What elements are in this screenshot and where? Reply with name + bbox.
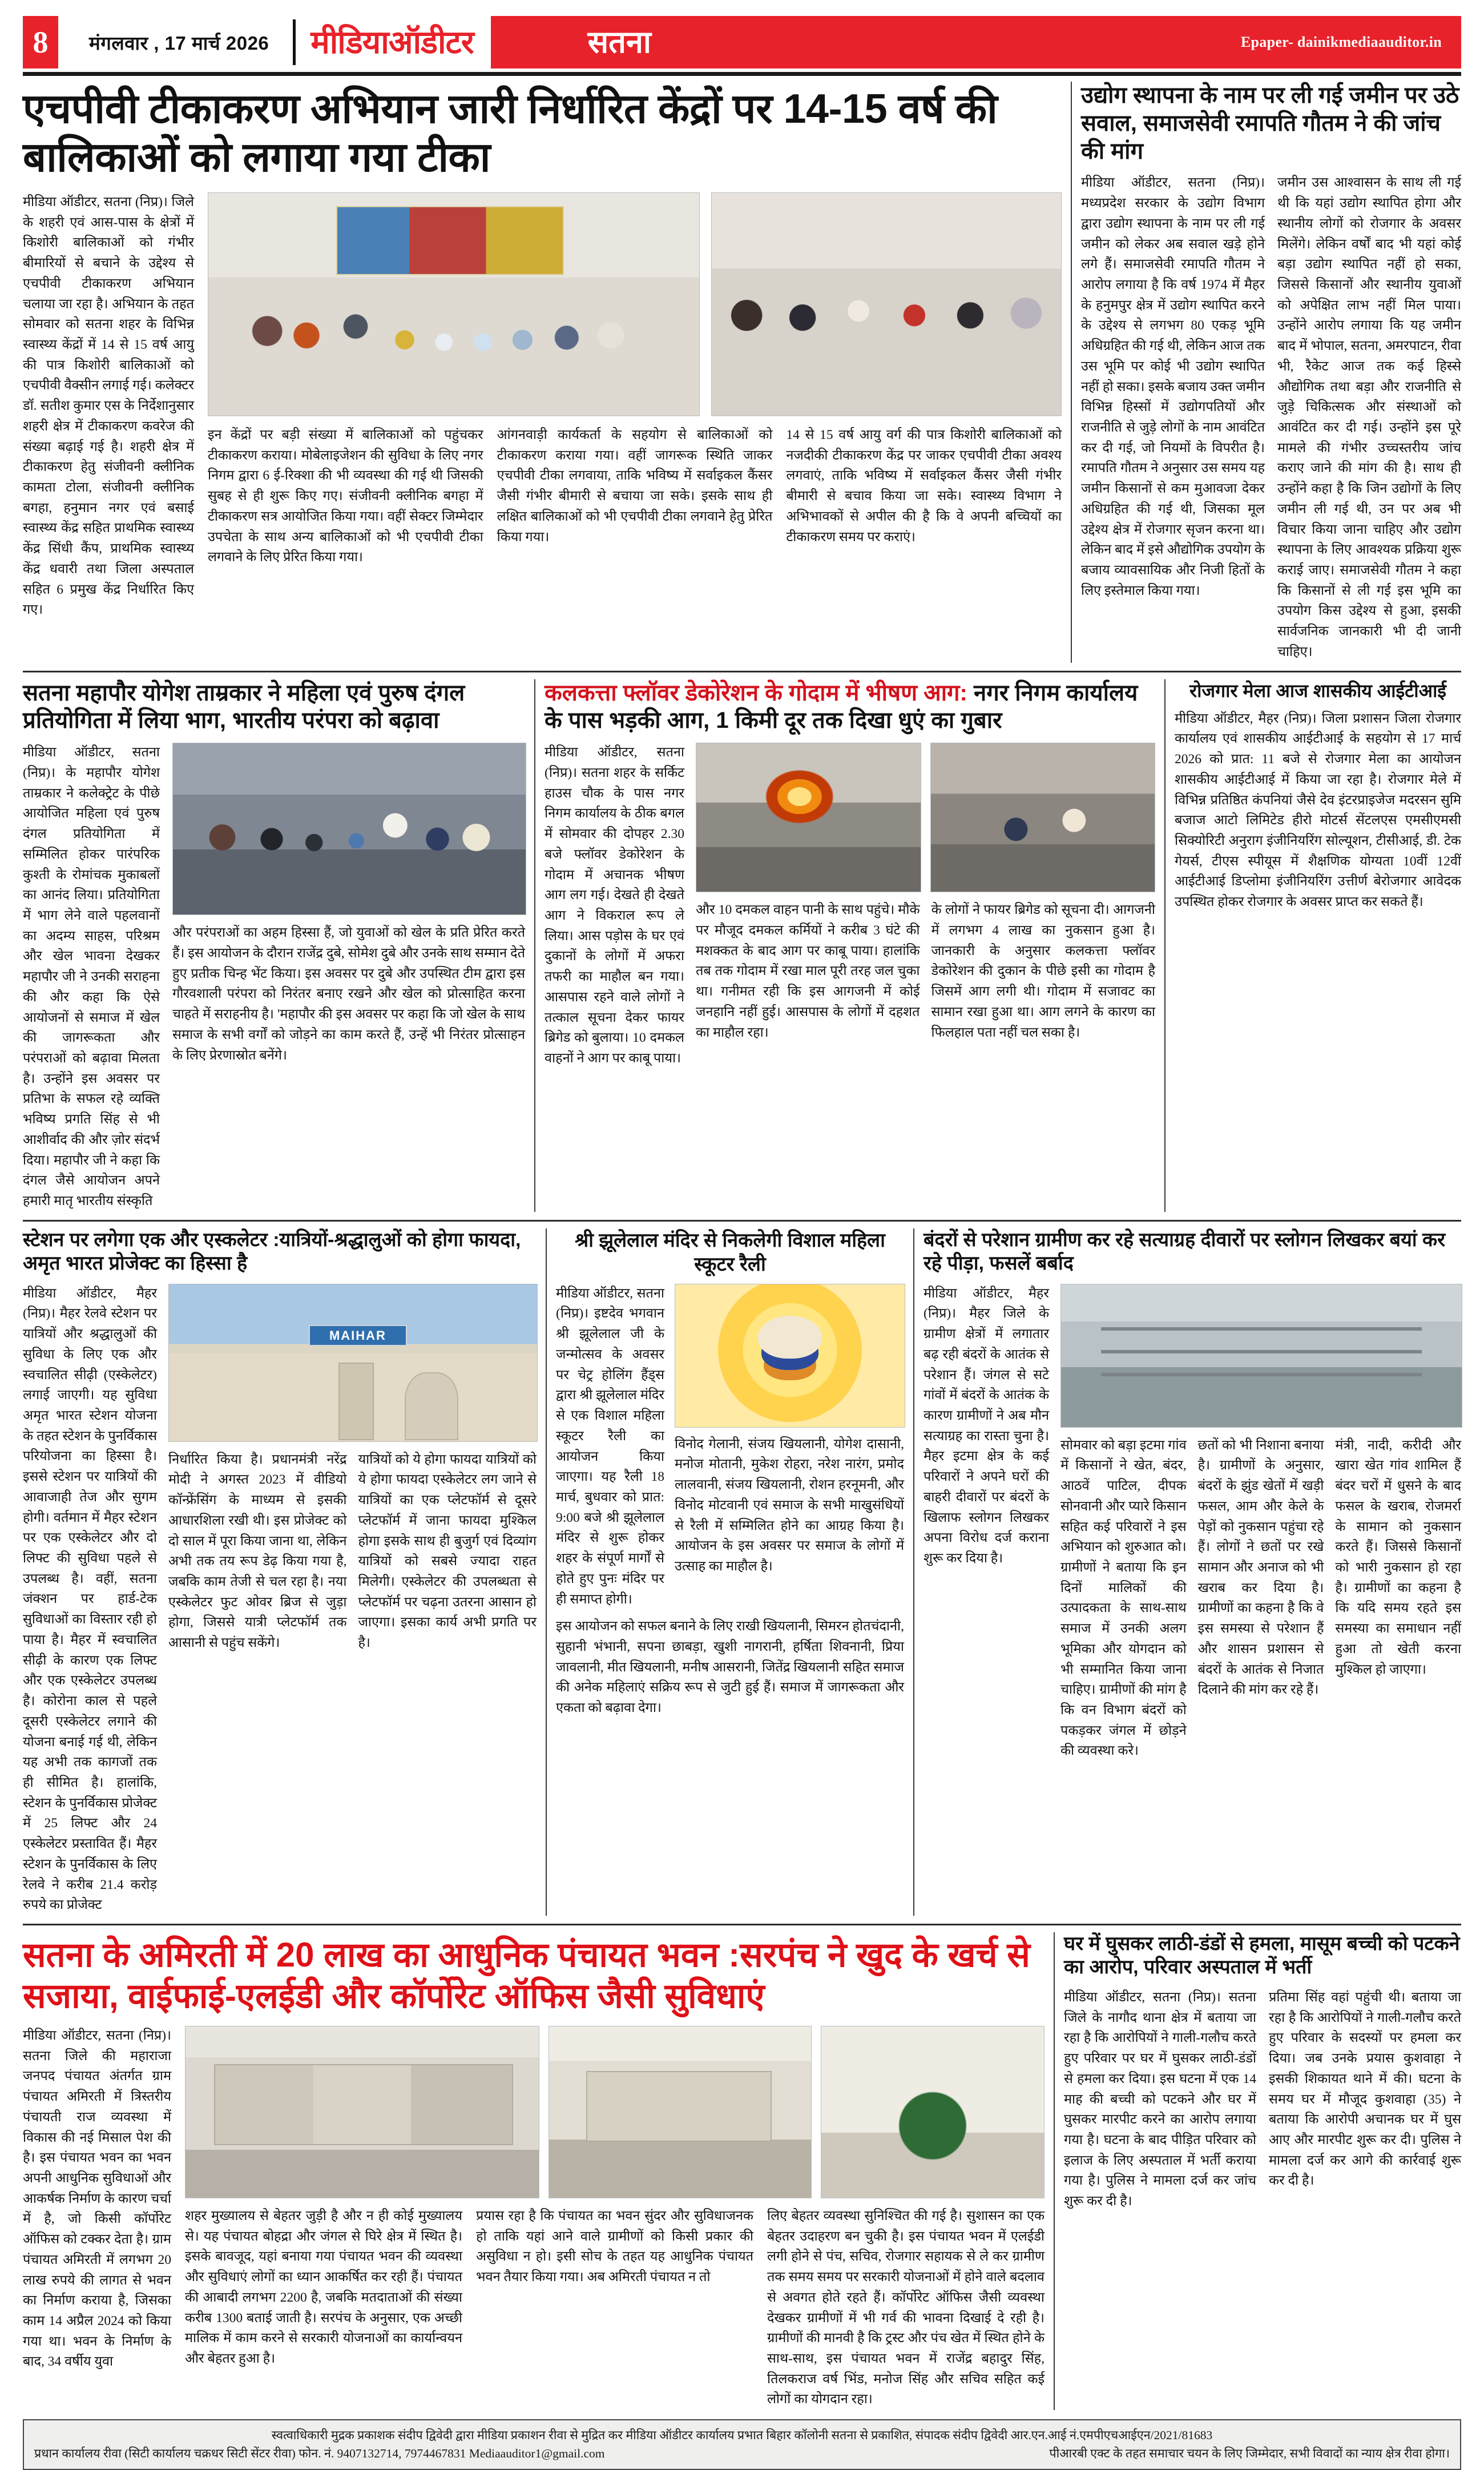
jhulelal-col-1	[556, 1284, 664, 1610]
industry-col-2	[1277, 173, 1461, 662]
lead-paragraph-4: 14 से 15 वर्ष आयु वर्ग की पात्र किशोरी बालिकाओं को नजदीकी टीकाकरण केंद्र पर जाकर एचपीवी टीका अवश्य लगवाएं, ताकि भविष्य में सर्वाइकल कैंसर जैसी गंभीर बीमारी से बचाव किया जा सके। स्वास्थ्य विभाग ने अभिभावकों से अपील की है कि वे अपनी बच्चियों का टीकाकरण समय पर कराएं।	[786, 427, 1062, 545]
publication-date: मंगलवार , 17 मार्च 2026	[89, 32, 269, 54]
panchayat-col-4	[767, 2206, 1045, 2410]
fire-col-3	[931, 900, 1156, 1043]
job-fair-headline: रोजगार मेला आज शासकीय आईटीआई	[1189, 680, 1446, 701]
photo-panchayat-exterior	[821, 2026, 1045, 2198]
lead-paragraph-3: आंगनवाड़ी कार्यकर्ता के सहयोग से बालिकाओं को टीकाकरण कराया गया। वहीं जागरूक स्थिति जाकर एचपीवी टीका लगवाया, ताकि भविष्य में सर्वाइकल कैंसर जैसी गंभीर बीमारी से बचाया जा सके। इसके साथ ही लक्षित बालिकाओं को भी एचपीवी टीका लगवाने हेतु प्रेरित किया गया।	[497, 427, 773, 545]
lead-col-3	[497, 425, 773, 568]
column-divider-2	[534, 679, 535, 1212]
brand-title: मीडियाऑडीटर	[310, 24, 474, 60]
column-divider-5	[913, 1228, 914, 1916]
monkey-headline: बंदरों से परेशान ग्रामीण कर रहे सत्याग्रह दीवारों पर स्लोगन लिखकर बयां कर रहे पीड़ा, फसलें बर्बाद	[924, 1228, 1446, 1275]
band-lead	[23, 82, 1461, 663]
city-banner	[491, 16, 1461, 69]
city-name: सतना	[587, 25, 651, 59]
fire-story	[545, 679, 1155, 1212]
monkey-paragraph-1: मीडिया ऑडीटर, मैहर (निप्र)। मैहर जिले के ग्रामीण क्षेत्रों में लगातार बढ़ रही बंदरों के आतंक से परेशान हैं। जंगल से सटे गांवों में बंदरों के आतंक के कारण ग्रामीणों ने अब मौन सत्याग्रह का रास्ता चुना है। मैहर इटमा क्षेत्र के कई परिवारों ने अपने घरों की बाहरी दीवारों पर बंदरों के खिलाफ स्लोगन लिखकर अपना विरोध दर्ज कराना शुरू कर दिया है।	[924, 1286, 1049, 1566]
mayor-col-2	[172, 923, 525, 1066]
page-footer	[23, 2419, 1461, 2470]
photo-fire-blaze	[696, 743, 921, 892]
photo-panchayat-office	[549, 2026, 812, 2198]
assault-paragraph-1: मीडिया ऑडीटर, सतना (निप्र)। सतना जिले के नागौद थाना क्षेत्र में बताया जा रहा है कि आरोपियों ने गाली-गलौच करते हुए परिवार पर घर में घुसकर लाठी-डंडों से हमला कर दिया। इस घटना में एक 14 माह की बच्ची को पटकने और घर में घुसकर मारपीट करने का आरोप लगाया गया है। घटना के बाद पीड़ित परिवार को इलाज के लिए अस्पताल में भर्ती कराया गया है। पुलिस ने मामला दर्ज कर जांच शुरू कर दी है।	[1064, 1989, 1256, 2209]
photo-jhulelal-deity	[675, 1284, 905, 1428]
jhulelal-col-2	[675, 1435, 904, 1577]
monkey-col-1	[924, 1284, 1049, 1762]
lead-paragraph-1: मीडिया ऑडीटर, सतना (निप्र)। जिले के शहरी एवं आस-पास के क्षेत्रों में किशोरी बालिकाओं को गंभीर बीमारियों से बचाने के उद्देश्य से एचपीवी टीकाकरण अभियान चलाया जा रहा है। अभियान के तहत सोमवार को सतना शहर के विभिन्न स्वास्थ्य केंद्रों में 14 से 15 वर्ष आयु की पात्र किशोरी बालिकाओं को एचपीवी वैक्सीन लगाई गई। कलेक्टर डॉ. सतीश कुमार एस के निर्देशानुसार शहरी क्षेत्र में टीकाकरण कवरेज की संख्या बढ़ाई गई है। शहरी क्षेत्र में टीकाकरण हेतु संजीवनी क्लीनिक कामता टोला, संजीवनी क्लीनिक बगहा, हनुमान नगर एवं बसाई स्वास्थ्य केंद्र सहित प्राथमिक स्वास्थ्य केंद्र सिंधी कैंप, प्राथमिक स्वास्थ्य केंद्र धवारी तथा जिला अस्पताल सहित 6 प्रमुख केंद्र निर्धारित किए गए।	[23, 194, 194, 618]
masthead-rule	[23, 72, 1461, 76]
footer-line-2-left: प्रधान कार्यालय रीवा (सिटी कार्यालय चक्रधर सिटी सेंटर रीवा) फोन. नं. 9407132714, 7974467831 Mediaauditor1@gmail.com	[34, 2447, 605, 2461]
lead-col-4	[786, 425, 1062, 568]
footer-line-2-right: पीआरबी एक्ट के तहत समाचार चयन के लिए जिम्मेदार, सभी विवादों का न्याय क्षेत्र रीवा होगा।	[1049, 2447, 1450, 2461]
jhulelal-col-3	[556, 1617, 904, 1719]
footer-line-1: स्वत्वाधिकारी मुद्रक प्रकाशक संदीप द्विवेदी द्वारा मीडिया प्रकाशन रीवा से मुद्रित कर मीडिया ऑडीटर कार्यालय प्रभात बिहार कॉलोनी सतना से प्रकाशित, संपादक संदीप द्विवेदी आर.एन.आई नं.एमपीएचआईएन/2021/81683	[271, 2428, 1213, 2443]
band-four	[23, 1932, 1461, 2410]
monkey-col-3	[1198, 1436, 1324, 1762]
lead-paragraph-2: इन केंद्रों पर बड़ी संख्या में बालिकाओं को पहुंचकर टीकाकरण कराया। मोबेलाइजेशन की सुविधा के लिए नगर निगम द्वारा 6 ई-रिक्शा की भी व्यवस्था की गई थी जिसकी सुबह से ही शुरू किए गए। संजीवनी क्लीनिक बगहा में टीकाकरण सत्र आयोजित किया गया। वहीं सेक्टर जिम्मेदार उपचेता के साथ अन्य बालिकाओं को भी एचपीवी टीका लगवाने के लिए प्रेरित किया गया।	[208, 427, 483, 565]
escalator-story	[23, 1228, 537, 1916]
assault-col-1	[1064, 1988, 1256, 2212]
job-fair-paragraph-1: मीडिया ऑडीटर, मैहर (निप्र)। जिला प्रशासन जिला रोजगार कार्यालय एवं शासकीय आईटीआई के सहयोग से 17 मार्च 2026 को प्रात: 11 बजे से रोजगार मेला का आयोजन शासकीय आईटीआई में किया जा रहा है। रोजगार मेले में विभिन्न प्रतिष्ठित कंपनियां जैसे देव इंटरप्राइजेज मदरसन सुमि बजाज आटो लिमिटेड हीरो मोटर्स सेंटलएस एमसीएमसी सिक्योरिटी अनुराग इंजीनियरिंग सोल्यूशन, टीसीआई, डी. टेक गेयर्स, टीएस स्पीयूस में शैक्षणिक योग्यता 10वीं 12वीं आईटीआई डिप्लोमा इंजीनियरिंग उत्तीर्ण बेरोजगार आवेदक उपस्थित होकर रोजगार के अवसर प्राप्त कर सकते हैं।	[1175, 711, 1461, 910]
epaper-url[interactable]: Epaper- dainikmediaauditor.in	[1240, 34, 1442, 50]
page-number: 8	[23, 16, 58, 69]
column-divider-1	[1071, 82, 1072, 663]
industry-story	[1081, 82, 1461, 663]
fire-headline-black: नगर निगम कार्यालय के पास भड़की आग, 1 किमी दूर तक दिखा धुएं का गुबार	[545, 680, 1138, 734]
photo-slogan-wall	[1060, 1284, 1462, 1428]
industry-col-1	[1081, 173, 1265, 662]
fire-paragraph-1: मीडिया ऑडीटर, सतना (निप्र)। सतना शहर के सर्किट हाउस चौक के पास नगर निगम कार्यालय के ठीक बगल में सोमवार की दोपहर 2.30 बजे फ्लॉवर डेकोरेशन के गोदाम में अचानक भीषण आग लग गई। देखते ही देखते आग ने विकराल रूप ले लिया। आस पड़ोस के घर एवं दुकानों के लोगों में अफरा तफरी का माहौल बन गया। आसपास रहने वाले लोगों ने तत्काल सूचना देकर फायर ब्रिगेड को बुलाया। 10 दमकल वाहनों ने आग पर काबू पाया।	[545, 745, 684, 1066]
photo-vaccination-group	[208, 192, 700, 416]
escalator-paragraph-2: निर्धारित किया है। प्रधानमंत्री नरेंद्र मोदी ने अगस्त 2023 में वीडियो कॉन्फ्रेंसिंग के माध्यम से इसकी आधारशिला रखी थी। इस प्रोजेक्ट को दो साल में पूरा किया जाना था, लेकिन अभी तक तय रूप डेढ़ किया गया है, जबकि काम तेजी से चल रहा है। नया एस्केलेटर फुट ओवर ब्रिज से जुड़ा होगा, जिससे यात्री प्लेटफॉर्म तक आसानी से पहुंच सकेंगे।	[168, 1452, 347, 1651]
fire-headline-red: कलकत्ता फ्लॉवर डेकोरेशन के गोदाम में भीषण आग:	[545, 680, 967, 706]
column-divider-6	[1054, 1932, 1055, 2410]
fire-paragraph-2: और 10 दमकल वाहन पानी के साथ पहुंचे। मौके पर मौजूद दमकल कर्मियों ने करीब 3 घंटे की मशक्कत के बाद आग पर काबू पाया। हालांकि तब तक गोदाम में रखा माल पूरी तरह जल चुका था। गनीमत रही कि इस आगजनी में कोई जनहानि नहीं हुई। आसपास के लोगों में दहशत का माहौल रहा।	[696, 902, 920, 1040]
fire-col-1	[545, 743, 684, 1069]
panchayat-paragraph-4: लिए बेहतर व्यवस्था सुनिश्चित की गई है। सुशासन का एक बेहतर उदाहरण बन चुकी है। इस पंचायत भवन में एलईडी लगी होने से पंच, सचिव, रोजगार सहायक से ले कर ग्रामीण तक समय समय पर सरकारी योजनाओं में होने वाले बदलाव से अवगत होते रहते हैं। कॉर्पोरेट ऑफिस जैसी व्यवस्था देखकर ग्रामीणों में भी गर्व की भावना दिखाई दे रही है। ग्रामीणों की मानवी है कि ट्रस्ट और पंच खेत में स्थित होने के साथ-साथ, इस पंचायत भवन में राजेंद्र बहादुर सिंह, तिलकराज वर्ष भिंड, मनोज सिंह और सचिव सहित कई लोगों का योगदान रहा।	[767, 2208, 1045, 2407]
section-rule-2	[23, 1220, 1461, 1222]
mayor-col-1	[23, 743, 160, 1212]
assault-headline: घर में घुसकर लाठी-डंडों से हमला, मासूम बच्ची को पटकने का आरोप, परिवार अस्पताल में भर्ती	[1064, 1932, 1460, 1979]
column-divider-3	[1164, 679, 1166, 1212]
jhulelal-paragraph-2: विनोद गेलानी, संजय खियलानी, योगेश दासानी, मनोज मोतानी, मुकेश रोहरा, नरेश नारंग, प्रमोद लालवानी, संजय खियलानी, रोशन हरनूमनी, और विनोद मोटवानी एवं समाज के सभी माखुसंधियों से रैली में सम्मिलित होने का आग्रह किया है। आयोजन के इस अवसर पर समाज के लोगों में उत्साह का माहौल है।	[675, 1436, 904, 1574]
band-two	[23, 679, 1461, 1212]
job-fair-story	[1175, 679, 1461, 1212]
industry-headline: उद्योग स्थापना के नाम पर ली गई जमीन पर उठे सवाल, समाजसेवी रमापति गौतम ने की जांच की मांग	[1081, 83, 1459, 164]
photo-panchayat-hall	[185, 2026, 539, 2198]
panchayat-col-1	[23, 2026, 171, 2372]
masthead	[23, 16, 1461, 69]
assault-col-2	[1269, 1988, 1461, 2212]
station-door	[338, 1363, 374, 1440]
escalator-headline: स्टेशन पर लगेगा एक और एस्कलेटर :यात्रियों-श्रद्धालुओं को होगा फायदा, अमृत भारत प्रोजेक्ट का हिस्सा है	[23, 1228, 521, 1275]
station-name-sign: MAIHAR	[309, 1325, 407, 1346]
industry-paragraph-2: जमीन उस आश्वासन के साथ ली गई थी कि यहां उद्योग स्थापित होगा और स्थानीय लोगों को रोजगार के अवसर मिलेंगे। लेकिन वर्षों बाद भी यहां कोई बड़ा उद्योग स्थापित नहीं हो सका, जिससे किसानों और स्थानीय युवाओं को अपेक्षित लाभ नहीं मिल पाया। उन्होंने आरोप लगाया कि यह जमीन बाद में भोपाल, सतना, अमरपाटन, रीवा भी, रैकेट आज तक कई हिस्से औद्योगिक तथा बड़ा और राजनीति से जुड़े चिकित्सक और संस्थाओं को आवंटित कर दी गई। उन्होंने इस पूरे मामले की गंभीर उच्चस्तरीय जांच कराए जाने की मांग की है। साथ ही उन्होंने कहा है कि जिन उद्योगों के लिए जमीन ली गई थी, उन पर अब भी विचार किया जाना चाहिए और उद्योग स्थापना के लिए आवश्यक प्रक्रिया शुरू कराई जाए। समाजसेवी गौतम ने कहा कि किसानों से ली गई इस भूमि का उपयोग किस उद्देश्य से हुआ, इसकी सार्वजनिक जानकारी भी दी जानी चाहिए।	[1277, 175, 1461, 659]
jhulelal-headline: श्री झूलेलाल मंदिर से निकलेगी विशाल महिला स्कूटर रैली	[575, 1229, 885, 1276]
photo-mayor-dangal	[172, 743, 526, 915]
lead-headline: एचपीवी टीकाकरण अभियान जारी निर्धारित केंद्रों पर 14-15 वर्ष की बालिकाओं को लगाया गया टीका	[23, 86, 998, 180]
assault-story	[1064, 1932, 1461, 2410]
assault-paragraph-2: प्रतिमा सिंह वहां पहुंची थी। बताया जा रहा है कि आरोपियों ने गाली-गलौच करते हुए परिवार के सदस्यों पर हमला कर दिया। जब उनके प्रयास कुशवाहा ने इसकी शिकायत थाने में की। घटना के समय घर में मौजूद कुशवाहा (35) ने बताया कि आरोपी अचानक घर में घुस आए और मारपीट शुरू कर दी। पुलिस ने मामला दर्ज कर आगे की कार्रवाई शुरू कर दी है।	[1269, 1989, 1461, 2189]
escalator-paragraph-1: मीडिया ऑडीटर, मैहर (निप्र)। मैहर रेलवे स्टेशन पर यात्रियों और श्रद्धालुओं की सुविधा के लिए एक और स्वचालित सीढ़ी (एस्केलेटर) लगाई जाएगी। यह सुविधा अमृत भारत स्टेशन योजना के तहत स्टेशन के पुनर्विकास परियोजना का हिस्सा है। इससे स्टेशन पर यात्रियों की आवाजाही तेज और सुगम होगी। वर्तमान में मैहर स्टेशन पर एक एस्केलेटर और दो लिफ्ट की सुविधा पहले से उपलब्ध है। वहीं, सतना जंक्शन पर हार्ड-टेक सुविधाओं का विस्तार रही हो पाया है। मैहर में स्वचालित सीढ़ी के कारण एक लिफ्ट और एक एस्केलेटर उपलब्ध है। कोरोना काल से पहले दूसरी एस्केलेटर लगाने की योजना बनाई गई थी, लेकिन यह अभी तक कागजों तक ही सीमित है। हालांकि, स्टेशन के पुनर्विकास प्रोजेक्ट में 25 लिफ्ट और 24 एस्केलेटर प्रस्तावित हैं। मैहर स्टेशन के पुनर्विकास के लिए रेलवे ने करीब 21.4 करोड़ रुपये का प्रोजेक्ट	[23, 1286, 157, 1913]
jhulelal-paragraph-1: मीडिया ऑडीटर, सतना (निप्र)। इष्टदेव भगवान श्री झूलेलाल जी के जन्मोत्सव के अवसर पर चेट्र होलिंग हैंड्स द्वारा श्री झूलेलाल मंदिर से एक विशाल महिला स्कूटर रैली का आयोजन किया जाएगा। यह रैली 18 मार्च, बुधवार को प्रात: 9:00 बजे श्री झूलेलाल मंदिर से शुरू होकर शहर के संपूर्ण मार्गों से होते हुए पुनः मंदिर पर ही समाप्त होगी।	[556, 1286, 664, 1607]
escalator-col-2	[168, 1450, 347, 1654]
lead-col-1	[23, 192, 194, 620]
photo-fire-rescue	[930, 743, 1156, 892]
mayor-story	[23, 679, 525, 1212]
lead-story	[23, 82, 1062, 663]
panchayat-paragraph-3: प्रयास रहा है कि पंचायत का भवन सुंदर और सुविधाजनक हो ताकि यहां आने वाले ग्रामीणों को किसी प्रकार की असुविधा न हो। इसी सोच के तहत यह आधुनिक पंचायत भवन तैयार किया गया। अब अमिरती पंचायत न तो	[476, 2208, 753, 2285]
photo-maihar-station	[168, 1284, 538, 1442]
column-divider-4	[546, 1228, 547, 1916]
panchayat-paragraph-2: शहर मुख्यालय से बेहतर जुड़ी है और न ही कोई मुख्यालय से। यह पंचायत बोहद्रा और जंगल से घिरे क्षेत्र में स्थित है। इसके बावजूद, यहां बनाया गया पंचायत भवन की व्यवस्था और सुविधाएं लोगों का ध्यान आकर्षित कर रही हैं। पंचायत की आबादी लगभग 2200 है, जबकि मतदाताओं की संख्या करीब 1300 बताई जाती है। सरपंच के अनुसार, एक अच्छी मालिक में काम करने से सरकारी योजनाओं का कार्यान्वयन और बेहतर हुआ है।	[185, 2208, 462, 2367]
band-three	[23, 1228, 1461, 1916]
section-rule-3	[23, 1924, 1461, 1925]
monkey-col-2	[1060, 1436, 1187, 1762]
panchayat-headline: सतना के अमिरती में 20 लाख का आधुनिक पंचायत भवन :सरपंच ने खुद के खर्च से सजाया, वाईफाई-एलईडी और कॉर्पोरेट ऑफिस जैसी सुविधाएं	[23, 1935, 1030, 2015]
panchayat-paragraph-1: मीडिया ऑडीटर, सतना (निप्र)। सतना जिले की महाराजा जनपद पंचायत अंतर्गत ग्राम पंचायत अमिरती में त्रिस्तरीय पंचायती राज व्यवस्था में विकास की नई मिसाल पेश की है। इस पंचायत भवन का भवन अपनी आधुनिक सुविधाओं और आकर्षक निर्माण के कारण चर्चा में है, जो किसी कॉर्पोरेट ऑफिस को टक्कर देता है। ग्राम पंचायत अमिरती में लगभग 20 लाख रुपये की लागत से भवन का निर्माण कराया है, जिसका काम 14 अप्रैल 2024 को किया गया था। भवन के निर्माण के बाद, 34 वर्षीय युवा	[23, 2028, 171, 2370]
mayor-paragraph-1: मीडिया ऑडीटर, सतना (निप्र)। के महापौर योगेश ताम्रकार ने कलेक्ट्रेट के पीछे आयोजित महिला एवं पुरुष दंगल प्रतियोगिता में सम्मिलित होकर पारंपरिक कुश्ती के रोमांचक मुकाबलों का आनंद लिया। प्रतियोगिता में भाग लेने वाले पहलवानों का अदम्य साहस, परिश्रम और खेल भावना देखकर महापौर जी ने उनकी सराहना की और कहा कि ऐसे आयोजनों से समाज में खेल की जागरूकता और परंपराओं को बढ़ावा मिलता है। उन्होंने इस अवसर पर प्रतिभा के सफल रहे व्यक्ति भविष्य प्रगति सिंह से भी आशीर्वाद की और ज़ोर संदर्भ दिया। महापौर जी ने कहा कि दंगल जैसे आयोजन अपने हमारी मातृ भारतीय संस्कृति	[23, 745, 160, 1209]
mayor-paragraph-2: और परंपराओं का अहम हिस्सा हैं, जो युवाओं को खेल के प्रति प्रेरित करते हैं। इस आयोजन के दौरान राजेंद्र दुबे, सोमेश दुबे और उनके साथ सम्मान देते हुए प्रतीक चिन्ह भेंट किया। इस अवसर पर दुबे और उपस्थित टीम द्वारा इस गौरवशाली परंपरा को निरंतर बनाए रखने और खेल को प्रोत्साहित करना चाहते में सराहनीय है। 'महापौर की इस अवसर पर कहा कि जो खेल के साथ समाज के सभी वर्गों को जोड़ने का काम करते हैं, उन्हें भी निरंतर प्रोत्साहन के लिए प्रेरणास्रोत बनेंगे।	[172, 925, 525, 1063]
escalator-paragraph-3: यात्रियों को ये होगा फायदा यात्रियों को ये होगा फायदा एस्केलेटर लग जाने से यात्रियों का एक प्लेटफॉर्म से दूसरे प्लेटफॉर्म में जाना फायदा मुश्किल होगा इसके साथ ही बुजुर्ग एवं दिव्यांग यात्रियों को सबसे ज्यादा राहत मिलेगी। एस्केलेटर की उपलब्धता से प्लेटफॉर्म पर चढ़ना उतरना आसान हो जाएगा। इसका कार्य अभी प्रगति पर है।	[358, 1452, 537, 1651]
monkey-paragraph-4: मंत्री, नादी, करीदी और खारा खेत गांव शामिल हैं बंदर चरों में धुसने के बाद फसल के खराब, रोजमर्रा के सामान को नुकसान करते हैं। जिससे किसानों को भारी नुकसान हो रहा है। ग्रामीणों का कहना है कि यदि समय रहते इस समस्या का समाधान नहीं हुआ तो खेती करना मुश्किल हो जाएगा।	[1335, 1437, 1462, 1677]
panchayat-col-3	[476, 2206, 753, 2410]
monkey-paragraph-3: छतों को भी निशाना बनाया है। ग्रामीणों के अनुसार, बंदरों के झुंड खेतों में खड़ी फसल, आम और केले के पेड़ों को नुकसान पहुंचा रहे हैं। लोगों ने छतों पर रखे सामान और अनाज को भी खराब कर दिया है। ग्रामीणों का कहना है कि वे इस समस्या से परेशान हैं और शासन प्रशासन से बंदरों के आतंक से निजात दिलाने की मांग कर रहे हैं।	[1197, 1437, 1324, 1698]
lead-col-2	[208, 425, 483, 568]
jhulelal-paragraph-3: इस आयोजन को सफल बनाने के लिए राखी खियलानी, सिमरन होतचंदानी, सुहानी भंभानी, सपना छाबड़ा, खुशी नागरानी, हर्षिता शिवनानी, प्रिया जावलानी, मीत खियलानी, मनीष आसरानी, जितेंद्र खियलानी सहित समाज की अनेक महिलाएं सक्रिय रूप से जुटी हुई हैं। समाज में जागरूकता और एकता को बढ़ावा देगा।	[556, 1619, 904, 1716]
escalator-col-1	[23, 1284, 157, 1916]
fire-headline	[545, 679, 1155, 735]
industry-paragraph-1: मीडिया ऑडीटर, सतना (निप्र)। मध्यप्रदेश सरकार के उद्योग विभाग द्वारा उद्योग स्थापना के नाम पर ली गई जमीन को लेकर अब सवाल खड़े होने लगे हैं। समाजसेवी रमापति गौतम ने आरोप लगाया है कि वर्ष 1974 में मैहर के हनुमपुर क्षेत्र में उद्योग स्थापित करने के उद्देश्य से लगभग 80 एकड़ भूमि अधिग्रहित की गई थी, लेकिन आज तक उस भूमि पर कोई भी उद्योग स्थापित नहीं हो सका। इसके बजाय उक्त जमीन विभिन्न हिस्सों में उद्योगपतियों और राजनीति से जुड़े लोगों के नाम आवंटित कर दी गई, जो नियमों के विपरीत है। रमापति गौतम ने अनुसार उस समय यह जमीन किसानों से कम मुआवजा देकर अधिग्रहित की गई थी, जिसका मूल उद्देश्य क्षेत्र में रोजगार सृजन करना था। लेकिन बाद में इसे औद्योगिक उपयोग के बजाय व्यावसायिक और निजी हितों के लिए इस्तेमाल किया गया।	[1081, 175, 1265, 598]
fire-col-2	[696, 900, 920, 1043]
station-arch-window	[405, 1372, 458, 1441]
panchayat-col-2	[185, 2206, 462, 2410]
fire-paragraph-3: के लोगों ने फायर ब्रिगेड को सूचना दी। आगजनी में लगभग 4 लाख का नुकसान हुआ है। जानकारी के अनुसार कलकत्ता फ्लॉवर डेकोरेशन की दुकान के पीछे इसी का गोदाम है जिसमें आग लगी थी। गोदाम में सजावट का सामान रखा हुआ था। आग लगने के कारण का फिलहाल पता नहीं चल सका है।	[931, 902, 1155, 1040]
jhulelal-story	[556, 1228, 904, 1916]
monkey-story	[924, 1228, 1461, 1916]
photo-girls-queue	[711, 192, 1062, 416]
section-rule-1	[23, 671, 1461, 672]
monkey-paragraph-2: सोमवार को बड़ा इटमा गांव में किसानों ने खेत, बंदर, आठवें पाटिल, दीपक सोनवानी और प्यारे किसान सहित कई परिवारों ने इस अभियान को शुरुआत को। ग्रामीणों ने बताया कि इन दिनों मालिकों की उत्पादकता के साथ-साथ समाज में उनकी अलग भूमिका और योगदान को भी सम्मानित किया जाना चाहिए। ग्रामीणों की मांग है कि वन विभाग बंदरों को पकड़कर जंगल में छोड़ने की व्यवस्था करे।	[1060, 1437, 1187, 1759]
mayor-headline: सतना महापौर योगेश ताम्रकार ने महिला एवं पुरुष दंगल प्रतियोगिता में लिया भाग, भारतीय परंपरा को बढ़ावा	[23, 680, 465, 734]
panchayat-story	[23, 1932, 1045, 2410]
escalator-col-3	[358, 1450, 537, 1654]
monkey-col-4	[1335, 1436, 1461, 1762]
